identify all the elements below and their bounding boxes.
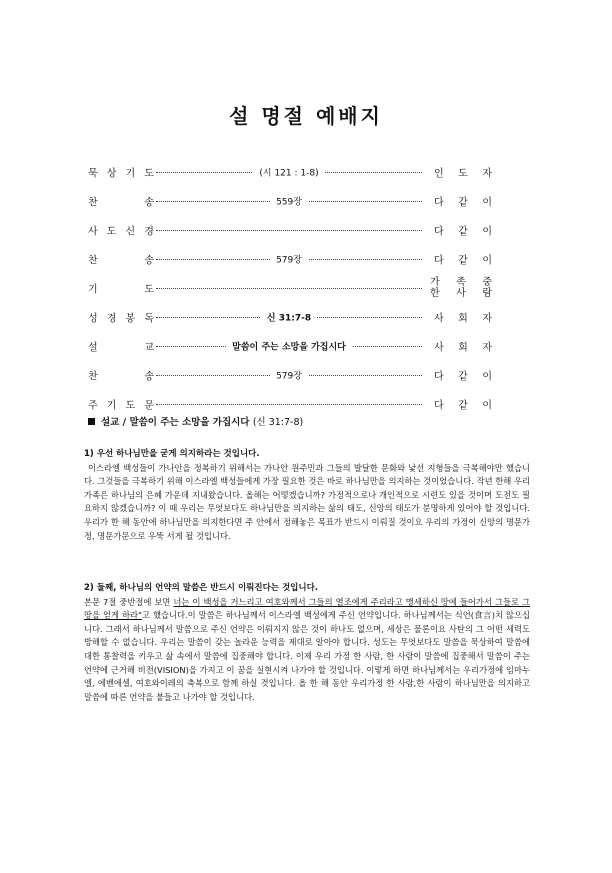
- order-detail: 579장: [270, 371, 308, 381]
- order-label: [88, 164, 154, 179]
- order-leader-line: [430, 277, 492, 288]
- label-char: 경: [144, 226, 154, 237]
- order-leader: [434, 309, 492, 324]
- order-label-text: [88, 367, 154, 382]
- label-char: 사: [434, 342, 444, 353]
- order-row-sermon: [88, 331, 492, 360]
- order-label-text: [88, 222, 154, 237]
- label-char: 봉: [125, 313, 136, 324]
- label-char: 사: [456, 287, 466, 299]
- order-label: [88, 309, 154, 324]
- section-heading: 1) 우선 하나님만을 굳게 의지하라는 것입니다.: [84, 449, 260, 459]
- order-middle: [156, 194, 422, 207]
- order-leader: [434, 222, 492, 237]
- order-leader: [434, 396, 492, 411]
- order-label-text: [88, 396, 154, 411]
- order-row-hymn-3: [88, 360, 492, 389]
- section-body-pre: 본문 7절 중반절에 보면: [84, 596, 174, 607]
- label-char: 신: [125, 226, 136, 237]
- order-detail: 559장: [270, 197, 308, 207]
- label-char: 독: [144, 313, 154, 324]
- label-char: 회: [458, 313, 468, 324]
- order-label: [88, 193, 154, 208]
- label-char: 다: [434, 255, 444, 266]
- label-char: 이: [482, 197, 492, 208]
- order-leader-line: [430, 288, 492, 299]
- order-leader: [434, 164, 492, 179]
- label-char: 기: [106, 400, 117, 411]
- order-detail: (시 121 : 1-8): [253, 168, 324, 178]
- label-char: 다: [434, 226, 444, 237]
- order-label-text: [88, 251, 154, 266]
- label-char: 인: [434, 168, 444, 179]
- order-middle: [156, 165, 422, 178]
- label-char: 송: [144, 197, 154, 208]
- sermon-section-2: [84, 582, 530, 704]
- section-body-post: 고 했습니다.이 말씀은 하나님께서 이스라엘 백성에게 주신 언약입니다. 하나님께서는 식언(食言)치 않으십니다. 그래서 하나님께서 말씀으로 주신 언약은 이뤄지지 않은 것이 하나도 없으며, 세상은 물론이요 사탄의 그 어떤 세력도 방해할 수 없습니다. 우리는 말씀이 갖는 놀라운 능력을 제대로 알아야 합니다. 성도는 무엇보다도 말씀을 묵상하여 말씀에 대한 통찰력을 키우고 삶 속에서 말씀에 집중해야 합니다. 이제 우리 가정 한 사람, 한 사람이 말씀에 집중해서 말씀이 주는 언약에 근거해 비전(VISION)을 가지고 이 꿈을 실현시켜 나가야 할 것입니다. 이렇게 하면 하나님께서는 우리가정에 임마누엘, 에벤에셀, 여호와이레의 축복으로 함께 하실 것입니다. 올 한 해 동안 우리가정 한 사람,한 사람이 하나님만을 의지하고 말씀에 따른 언약을 붙들고 나가야 할 것입니다.: [84, 610, 531, 702]
- label-char: 다: [434, 400, 444, 411]
- order-leader: [434, 338, 492, 353]
- order-row-hymn-2: [88, 244, 492, 273]
- section-body: 이스라엘 백성들이 가나안을 정복하기 위해서는 가나안 원주민과 그들의 발달한 문화와 낯선 지형들을 극복해야만 했습니다. 그것들을 극복하기 위해 이스라엘 백성들에게 가장 필요한 것은 바로 하나님만을 의지하는 것이었습니다. 작년 한해 우리 가족은 하나님의 은혜 가운데 지내왔습니다. 올해는 어떻겠습니까? 가정적으로나 개인적으로 시련도 있을 것이며 도전도 필요하지 않겠습니까? 이 때 우리는 무엇보다도 하나님만을 의지하는 삶의 태도, 신앙의 태도가 분명하게 있어야 할 것입니다. 우리가 한 해 동안에 하나님만을 의지한다면 주 안에서 정해놓은 목표가 반드시 이뤄질 것이요 우리의 가정이 신앙의 명문가정, 명문가문으로 우뚝 서게 될 것입니다.: [84, 462, 530, 541]
- label-char: 도: [106, 226, 117, 237]
- dot-leader: [156, 230, 422, 231]
- order-label-text: [88, 193, 154, 208]
- label-char: 상: [106, 168, 117, 179]
- order-middle: [156, 310, 422, 323]
- order-row-creed: [88, 215, 492, 244]
- label-char: 이: [482, 255, 492, 266]
- order-label: [88, 280, 154, 295]
- dot-leader: [156, 404, 422, 405]
- sermon-section-1: [84, 448, 530, 543]
- label-char: 같: [458, 371, 468, 382]
- label-char: 같: [458, 226, 468, 237]
- label-char: 성: [88, 313, 98, 324]
- label-char: 송: [144, 371, 154, 382]
- order-label: [88, 251, 154, 266]
- label-char: 다: [434, 371, 444, 382]
- label-char: 경: [106, 313, 117, 324]
- label-char: 묵: [88, 168, 98, 179]
- label-char: 중: [482, 276, 492, 288]
- section-heading: 2) 둘째, 하나님의 언약의 말씀은 반드시 이뤄진다는 것입니다.: [84, 583, 319, 593]
- order-leader: [434, 251, 492, 266]
- order-detail: 말씀이 주는 소망을 가집시다: [226, 342, 352, 352]
- label-char: 이: [482, 371, 492, 382]
- label-char: 람: [482, 287, 492, 299]
- order-row-silent-prayer: [88, 157, 492, 186]
- label-char: 한: [430, 287, 440, 299]
- label-char: 자: [482, 313, 492, 324]
- label-char: 족: [456, 276, 466, 288]
- dot-leader: [156, 288, 422, 289]
- label-char: 가: [430, 276, 440, 288]
- sermon-heading-text: 설교 / 말씀이 주는 소망을 가집시다: [101, 417, 250, 428]
- order-label: [88, 367, 154, 382]
- label-char: 설: [88, 342, 98, 353]
- order-label-text: [88, 338, 154, 353]
- label-char: 도: [144, 168, 154, 179]
- order-middle: [156, 368, 422, 381]
- label-char: 찬: [88, 371, 98, 382]
- label-char: 이: [482, 400, 492, 411]
- label-char: 찬: [88, 197, 98, 208]
- order-leader: [434, 193, 492, 208]
- label-char: 다: [434, 197, 444, 208]
- label-char: 사: [88, 226, 98, 237]
- label-char: 기: [125, 168, 136, 179]
- label-char: 송: [144, 255, 154, 266]
- order-row-hymn-1: [88, 186, 492, 215]
- label-char: 찬: [88, 255, 98, 266]
- section-body: [84, 596, 530, 705]
- order-leader: [434, 367, 492, 382]
- label-char: 같: [458, 255, 468, 266]
- order-middle: [156, 252, 422, 265]
- label-char: 기: [88, 284, 98, 295]
- order-row-prayer: [88, 273, 492, 302]
- label-char: 사: [434, 313, 444, 324]
- order-label: [88, 396, 154, 411]
- order-leader: [430, 277, 492, 299]
- order-detail: 579장: [270, 255, 308, 265]
- label-char: 교: [144, 342, 154, 353]
- label-char: 도: [458, 168, 468, 179]
- sermon-heading: [88, 414, 303, 428]
- label-char: 자: [482, 342, 492, 353]
- order-row-scripture: [88, 302, 492, 331]
- order-label-text: [88, 309, 154, 324]
- label-char: 회: [458, 342, 468, 353]
- square-bullet-icon: [88, 418, 95, 425]
- order-label-text: [88, 280, 154, 295]
- order-middle: [156, 339, 422, 352]
- label-char: 문: [144, 400, 154, 411]
- order-label: [88, 338, 154, 353]
- order-label: [88, 222, 154, 237]
- scripture-quote: 너는 이 백성을 거느리고 여호와께서 그들의 열조에게 주리라고 맹세하신 땅에 들어가서 그들로 그 땅을 얻게 하라": [84, 596, 531, 621]
- order-label-text: [88, 164, 154, 179]
- label-char: 도: [144, 284, 154, 295]
- order-detail: 신 31:7-8: [261, 313, 317, 323]
- label-char: 주: [88, 400, 98, 411]
- label-char: 같: [458, 197, 468, 208]
- sermon-heading-ref: (신 31:7-8): [252, 417, 304, 428]
- label-char: 이: [482, 226, 492, 237]
- label-char: 같: [458, 400, 468, 411]
- label-char: 도: [125, 400, 136, 411]
- page-title: 설 명절 예배지: [229, 104, 383, 128]
- worship-order: [88, 157, 492, 418]
- label-char: 자: [482, 168, 492, 179]
